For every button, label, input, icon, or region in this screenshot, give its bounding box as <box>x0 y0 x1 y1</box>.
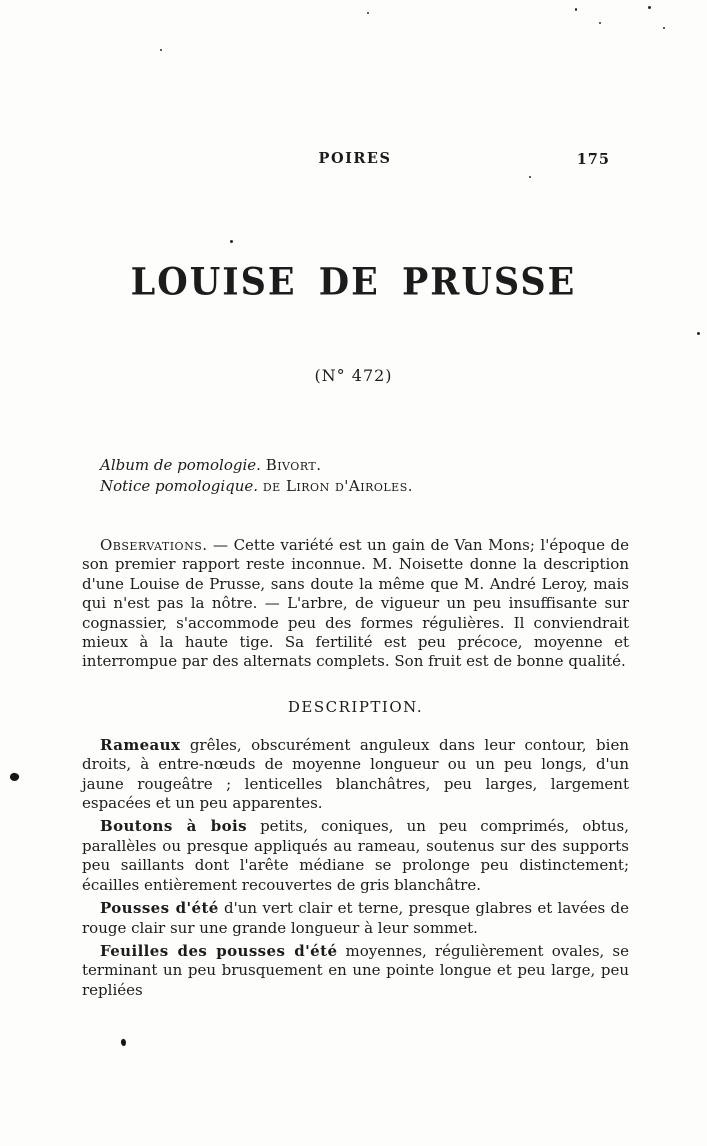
ink-blot <box>120 1038 127 1046</box>
paragraph-lead: Rameaux <box>100 735 181 754</box>
running-head <box>82 150 628 167</box>
running-title: POIRES <box>318 150 392 167</box>
paragraph-lead: Feuilles des pousses d'été <box>100 941 338 960</box>
page-body <box>82 536 629 1000</box>
paragraph-text: moyennes, régulièrement ovales, se terminant un peu brusquement en une pointe longue et peu large, peu repliées <box>82 941 629 999</box>
ink-speck <box>648 6 651 9</box>
description-paragraph-boutons <box>82 817 629 895</box>
description-paragraph-feuilles <box>82 942 629 1000</box>
variety-number: (N° 472) <box>314 366 393 385</box>
paragraph-text: petits, coniques, un peu comprimés, obtus, parallèles ou presque appliqués au rameau, soutenus sur des supports peu saillants dont l'arête médiane se prolonge peu distinctement; écailles entièrement recouvertes de gris blanchâtre. <box>82 817 629 894</box>
observations-separator: — <box>207 536 234 554</box>
work-author: Bivort. <box>265 456 322 474</box>
work-title: Album de pomologie. <box>100 456 261 474</box>
ink-speck <box>529 176 531 178</box>
paragraph-text: d'un vert clair et terne, presque glabres et lavées de rouge clair sur une grande longueur à leur sommet. <box>82 899 630 937</box>
paragraph-lead: Boutons à bois <box>100 817 247 836</box>
ink-speck <box>230 240 233 243</box>
page-number: 175 <box>576 151 610 168</box>
ink-speck <box>367 12 369 14</box>
description-paragraph-pousses <box>82 899 629 938</box>
observations-label: Observations. <box>100 536 208 554</box>
ink-speck <box>160 49 162 51</box>
bibliography <box>100 455 628 497</box>
ink-speck <box>663 27 665 29</box>
observations-paragraph <box>82 536 629 672</box>
paragraph-lead: Pousses d'été <box>100 899 219 918</box>
ink-speck <box>575 8 577 11</box>
description-paragraph-rameaux <box>82 736 629 814</box>
bibliography-entry <box>100 455 628 476</box>
bibliography-entry <box>100 476 628 497</box>
work-author: de Liron d'Airoles. <box>262 477 414 495</box>
observations-text: Cette variété est un gain de Van Mons; l'époque de son premier rapport reste inconnue. M. Noisette donne la description d'une Louise de Prusse, sans doute la même que M. André Leroy, mais qui n'est pas la nôtre. — L'arbre, de vigueur un peu insuffisante sur cognassier, s'accommode peu des formes régulières. Il conviendrait mieux à la haute tige. Sa fertilité est peu précoce, moyenne et interrompue par des alternats complets. Son fruit est de bonne qualité. <box>82 536 629 671</box>
paragraph-text: grêles, obscurément anguleux dans leur contour, bien droits, à entre-nœuds de moyenne longueur ou un peu longs, d'un jaune rougeâtre ; lenticelles blanchâtres, peu larges, largement espacées et un peu apparentes. <box>82 735 629 813</box>
variety-title: LOUISE DE PRUSSE <box>130 260 577 305</box>
work-title: Notice pomologique. <box>100 477 259 495</box>
ink-speck <box>697 332 700 335</box>
ink-speck <box>599 22 601 24</box>
description-heading: DESCRIPTION. <box>287 697 424 716</box>
ink-blot <box>9 772 20 783</box>
